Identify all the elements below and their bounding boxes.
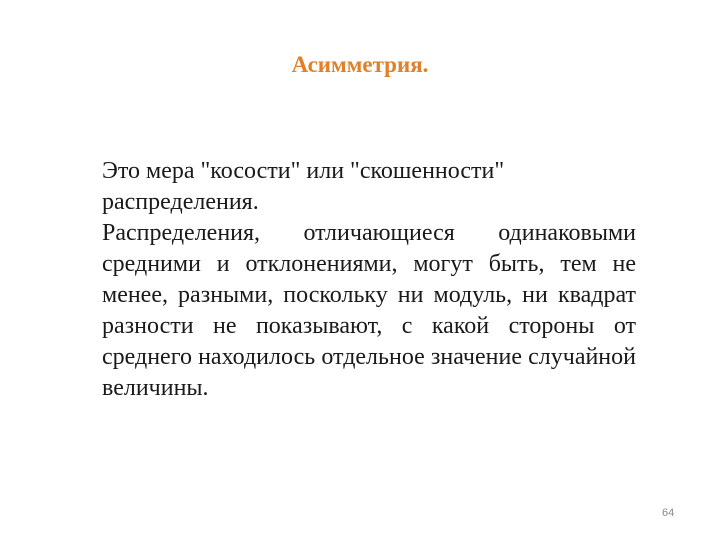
paragraph-definition: Это мера "косости" или "скошенности" распределения. [102,158,505,215]
page-number: 64 [662,507,675,519]
slide-body [102,156,636,404]
paragraph-explanation: Распределения, отличающиеся одинаковыми средними и отклонениями, могут быть, тем не менее, разными, поскольку ни модуль, ни квадрат разности не показывают, с какой стороны от среднего находилось отдельное значение случайной величины. [102,220,636,401]
slide-title: Асимметрия. [291,52,429,77]
